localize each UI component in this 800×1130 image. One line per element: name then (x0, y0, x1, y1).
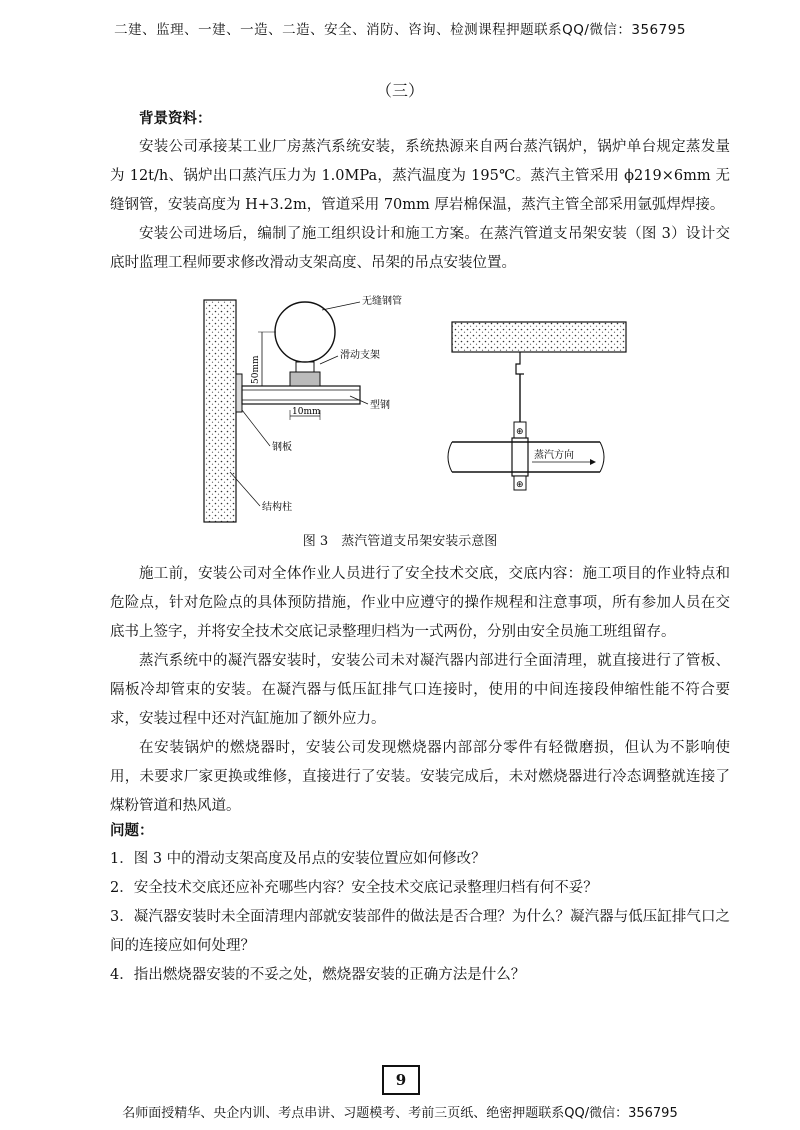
page-number: 9 (382, 1065, 420, 1095)
column-label: 结构柱 (262, 502, 292, 513)
ceiling-slab (452, 322, 626, 352)
steel-plate (236, 374, 242, 412)
middle-paragraph-3: 在安装锅炉的燃烧器时，安装公司发现燃烧器内部部分零件有轻微磨损，但认为不影响使用，未要求厂家更换或维修，直接进行了安装。安装完成后，未对燃烧器进行冷态调整就连接了煤粉管道和热风道。 (110, 740, 730, 814)
questions-section (110, 816, 730, 990)
horizontal-pipe (452, 442, 600, 472)
background-section (110, 104, 730, 278)
steel-plate-label: 钢板 (272, 442, 292, 453)
section-title: （三） (375, 81, 424, 100)
steel-beam (242, 386, 360, 404)
background-label: 背景资料： (139, 110, 212, 127)
structural-column (204, 300, 236, 522)
seamless-pipe-label: 无缝钢管 (362, 296, 402, 307)
figure-caption: 图 3 蒸汽管道支吊架安装示意图 (302, 534, 498, 549)
footer-banner: 名师面授精华、央企内训、考点串讲、习题模考、考前三页纸、绝密押题联系QQ/微信：356795 (122, 1106, 678, 1121)
pipe-clamp (512, 438, 528, 476)
svg-text:⊕: ⊕ (516, 480, 524, 490)
svg-text:⊕: ⊕ (516, 427, 524, 437)
header-banner: 二建、监理、一建、一造、二造、安全、消防、咨询、检测课程押题联系QQ/微信：356795 (114, 22, 686, 38)
background-paragraph-2: 安装公司进场后，编制了施工组织设计和施工方案。在蒸汽管道支吊架安装（图 3）设计交底时监理工程师要求修改滑动支架高度、吊架的吊点安装位置。 (110, 226, 730, 271)
question-4: 4．指出燃烧器安装的不妥之处，燃烧器安装的正确方法是什么？ (110, 967, 526, 983)
sliding-support-label: 滑动支架 (340, 350, 380, 361)
middle-paragraph-2: 蒸汽系统中的凝汽器安装时，安装公司未对凝汽器内部进行全面清理，就直接进行了管板、隔板冷却管束的安装。在凝汽器与低压缸排气口连接时，使用的中间连接段伸缩性能不符合要求，安装过程中还对汽缸施加了额外应力。 (110, 653, 730, 727)
height-dim-label: 50mm (251, 355, 261, 384)
question-3: 3．凝汽器安装时未全面清理内部就安装部件的做法是否合理？为什么？凝汽器与低压缸排气口之间的连接应如何处理？ (110, 909, 730, 954)
middle-paragraph-1: 施工前，安装公司对全体作业人员进行了安全技术交底，交底内容：施工项目的作业特点和危险点，针对危险点的具体预防措施，作业中应遵守的操作规程和注意事项，所有参加人员在交底书上签字，并将安全技术交底记录整理归档为一式两份，分别由安全员施工班组留存。 (110, 566, 730, 640)
question-2: 2．安全技术交底还应补充哪些内容？安全技术交底记录整理归档有何不妥？ (110, 880, 598, 896)
figure-3 (190, 292, 630, 524)
questions-label: 问题： (110, 822, 154, 839)
background-paragraph-1: 安装公司承接某工业厂房蒸汽系统安装，系统热源来自两台蒸汽锅炉，锅炉单台规定蒸发量为 12t/h、锅炉出口蒸汽压力为 1.0MPa，蒸汽温度为 195℃。蒸汽主管采用 ϕ219×6mm 无缝钢管，安装高度为 H+3.2m，管道采用 70mm 厚岩棉保温，蒸汽主管全部采用氩弧焊焊接。 (110, 139, 730, 213)
sliding-support (290, 372, 320, 386)
construction-section (110, 560, 730, 821)
steam-direction-label: 蒸汽方向 (534, 450, 574, 461)
question-1: 1．图 3 中的滑动支架高度及吊点的安装位置应如何修改？ (110, 851, 486, 867)
seamless-pipe (275, 302, 335, 362)
steel-section-label: 型钢 (370, 400, 390, 411)
support-diagram (190, 292, 630, 524)
width-dim-label: 10mm (292, 407, 321, 417)
